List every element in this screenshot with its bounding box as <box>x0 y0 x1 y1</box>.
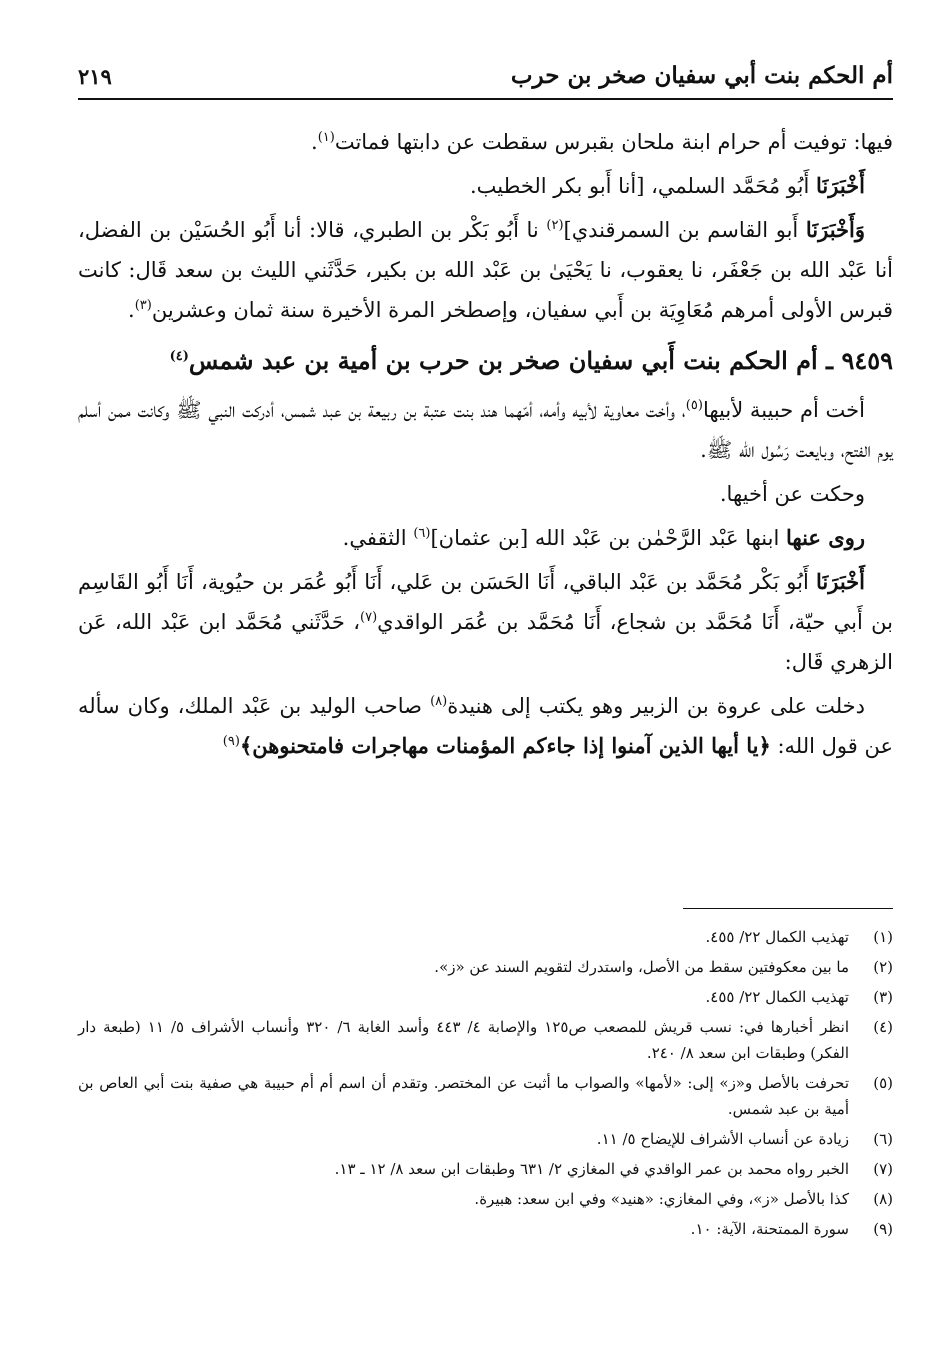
footnote-ref: (١) <box>317 130 335 145</box>
biography-paragraph: أخت أم حبيبة لأبيها$^{(٥)}$، وأخت معاوية لأبيه وأمه، أمّهما هند بنت عتبة بن ربيعة بن عبد شمس، أدركت النبي ﷺ وكانت ممن أسلم يوم الفتح، وبايعت رَسُول الله ﷺ. <box>78 398 893 462</box>
footnote-separator <box>683 908 893 909</box>
footnote <box>78 984 893 1010</box>
narration-keyword: روى عنها <box>786 525 865 550</box>
footnote-text: كذا بالأصل «ز»، وفي المغازي: «هنيد» وفي ابن سعد: هبيرة. <box>474 1190 849 1208</box>
quran-verse: ﴿يا أيها الذين آمنوا إذا جاءكم المؤمنات مهاجرات فامتحنوهن﴾ <box>239 733 771 758</box>
footnote-number: (٢) <box>873 958 893 976</box>
footnote-number: (٧) <box>873 1160 893 1178</box>
footnote-number: (٩) <box>873 1220 893 1238</box>
isnad-paragraph-3: أَخْبَرَنَا أَبُو بَكْر مُحَمَّد بن عَبْد الباقي، أَنَا الحَسَن بن عَلي، أَنَا أَبُو عُمَر بن حيُوية، أَنَا أَبُو القَاسِم بن أَبي حيّة، أَنَا مُحَمَّد بن شجاع، أَنَا مُحَمَّد بن عُمَر الواقدي$^{(٧)}$، حَدَّثَني مُحَمَّد ابن عَبْد الله، عَن الزهري قَال: <box>78 569 893 674</box>
footnote-number: (٨) <box>873 1190 893 1208</box>
paragraph-cyprus-death: فيها: توفيت أم حرام ابنة ملحان بقبرس سقطت عن دابتها فماتت$^{(١)}$. <box>311 130 893 154</box>
footnote <box>78 1156 893 1182</box>
footnote-number: (٣) <box>873 988 893 1006</box>
footnote-text: تهذيب الكمال ٢٢/ ٤٥٥. <box>705 988 849 1006</box>
entry-heading <box>78 340 893 382</box>
footnote-ref: (٥) <box>685 398 703 413</box>
footnote-text: ما بين معكوفتين سقط من الأصل، واستدرك لتقويم السند عن «ز». <box>434 958 849 976</box>
entry-number: ٩٤٥٩ <box>841 346 893 375</box>
running-title: أم الحكم بنت أبي سفيان صخر بن حرب <box>510 62 893 89</box>
entry-title: ـ أم الحكم بنت أَبي سفيان صخر بن حرب بن أمية بن عبد شمس <box>188 346 834 375</box>
running-header <box>78 50 893 100</box>
footnote-number: (٦) <box>873 1130 893 1148</box>
isnad-paragraph-2: وَأَخْبَرَنَا أَبو القاسم بن السمرقندي]$^{(٢)}$ نا أَبُو بَكْر بن الطبري، قالا: أنا أَبُو الحُسَيْن بن الفضل، أنا عَبْد الله بن جَعْفَر، نا يعقوب، نا يَحْيَىٰ بن عَبْد الله بن بكير، حَدَّثَني الليث بن سعد قَال: كانت قبرس الأولى أمرهم مُعَاوِيَة بن أَبي سفيان، وإصطخر المرة الأخيرة سنة ثمان وعشرين$^{(٣)}$. <box>78 217 893 322</box>
footnote-ref: (٩) <box>222 734 240 749</box>
footnote-text: الخبر رواه محمد بن عمر الواقدي في المغازي ٢/ ٦٣١ وطبقات ابن سعد ٨/ ١٢ ـ ١٣. <box>334 1160 849 1178</box>
footnote-ref: (٨) <box>430 694 448 709</box>
narration-keyword: وَأَخْبَرَنَا <box>805 217 865 242</box>
narration-keyword: أَخْبَرَنَا <box>816 173 865 198</box>
footnote-number: (١) <box>873 928 893 946</box>
main-text <box>78 122 893 766</box>
book-page <box>78 50 893 1310</box>
footnote-number: (٤) <box>873 1018 893 1036</box>
narrated-from-paragraph: وحكت عن أخيها. <box>719 482 865 506</box>
footnote-ref: (٤) <box>169 349 189 364</box>
footnote-text: تهذيب الكمال ٢٢/ ٤٥٥. <box>705 928 849 946</box>
footnote-ref: (٣) <box>134 298 152 313</box>
footnote-ref: (٧) <box>360 610 378 625</box>
footnote <box>78 924 893 950</box>
footnote-text: سورة الممتحنة، الآية: ١٠. <box>690 1220 849 1238</box>
footnote <box>78 954 893 980</box>
report-paragraph: دخلت على عروة بن الزبير وهو يكتب إلى هنيدة$^{(٨)}$ صاحب الوليد بن عَبْد الملك، وكان سأله عن قول الله: ﴿يا أيها الذين آمنوا إذا جاءكم المؤمنات مهاجرات فامتحنوهن﴾$^{(٩)}$ <box>78 694 893 758</box>
footnote <box>78 1126 893 1152</box>
footnote <box>78 1186 893 1212</box>
footnote-number: (٥) <box>873 1074 893 1092</box>
narrators-paragraph: روى عنها ابنها عَبْد الرَّحْمٰن بن عَبْد الله [بن عثمان]$^{(٦)}$ الثقفي. <box>342 525 865 550</box>
footnote-text: زيادة عن أنساب الأشراف للإيضاح ٥/ ١١. <box>596 1130 849 1148</box>
footnote-ref: (٢) <box>546 218 564 233</box>
footnote <box>78 1070 893 1122</box>
footnote-text: تحرفت بالأصل و«ز» إلى: «لأمها» والصواب ما أثبت عن المختصر. وتقدم أن اسم أم أم حبيبة هي صفية بنت أبي العاص بن أمية بن عبد شمس. <box>78 1074 849 1118</box>
isnad-paragraph-1: أَخْبَرَنَا أَبُو مُحَمَّد السلمي، [أنا أَبو بكر الخطيب. <box>469 173 865 198</box>
footnote <box>78 1216 893 1242</box>
footnote <box>78 1014 893 1066</box>
footnote-text: انظر أخبارها في: نسب قريش للمصعب ص١٢٥ والإصابة ٤/ ٤٤٣ وأسد الغابة ٦/ ٣٢٠ وأنساب الأشراف ٥/ ١١ (طبعة دار الفكر) وطبقات ابن سعد ٨/ ٢٤٠. <box>78 1018 850 1062</box>
page-number: ٢١٩ <box>78 64 112 89</box>
footnote-ref: (٦) <box>413 526 431 541</box>
narration-keyword: أَخْبَرَنَا <box>816 569 865 594</box>
footnotes <box>78 924 893 1246</box>
